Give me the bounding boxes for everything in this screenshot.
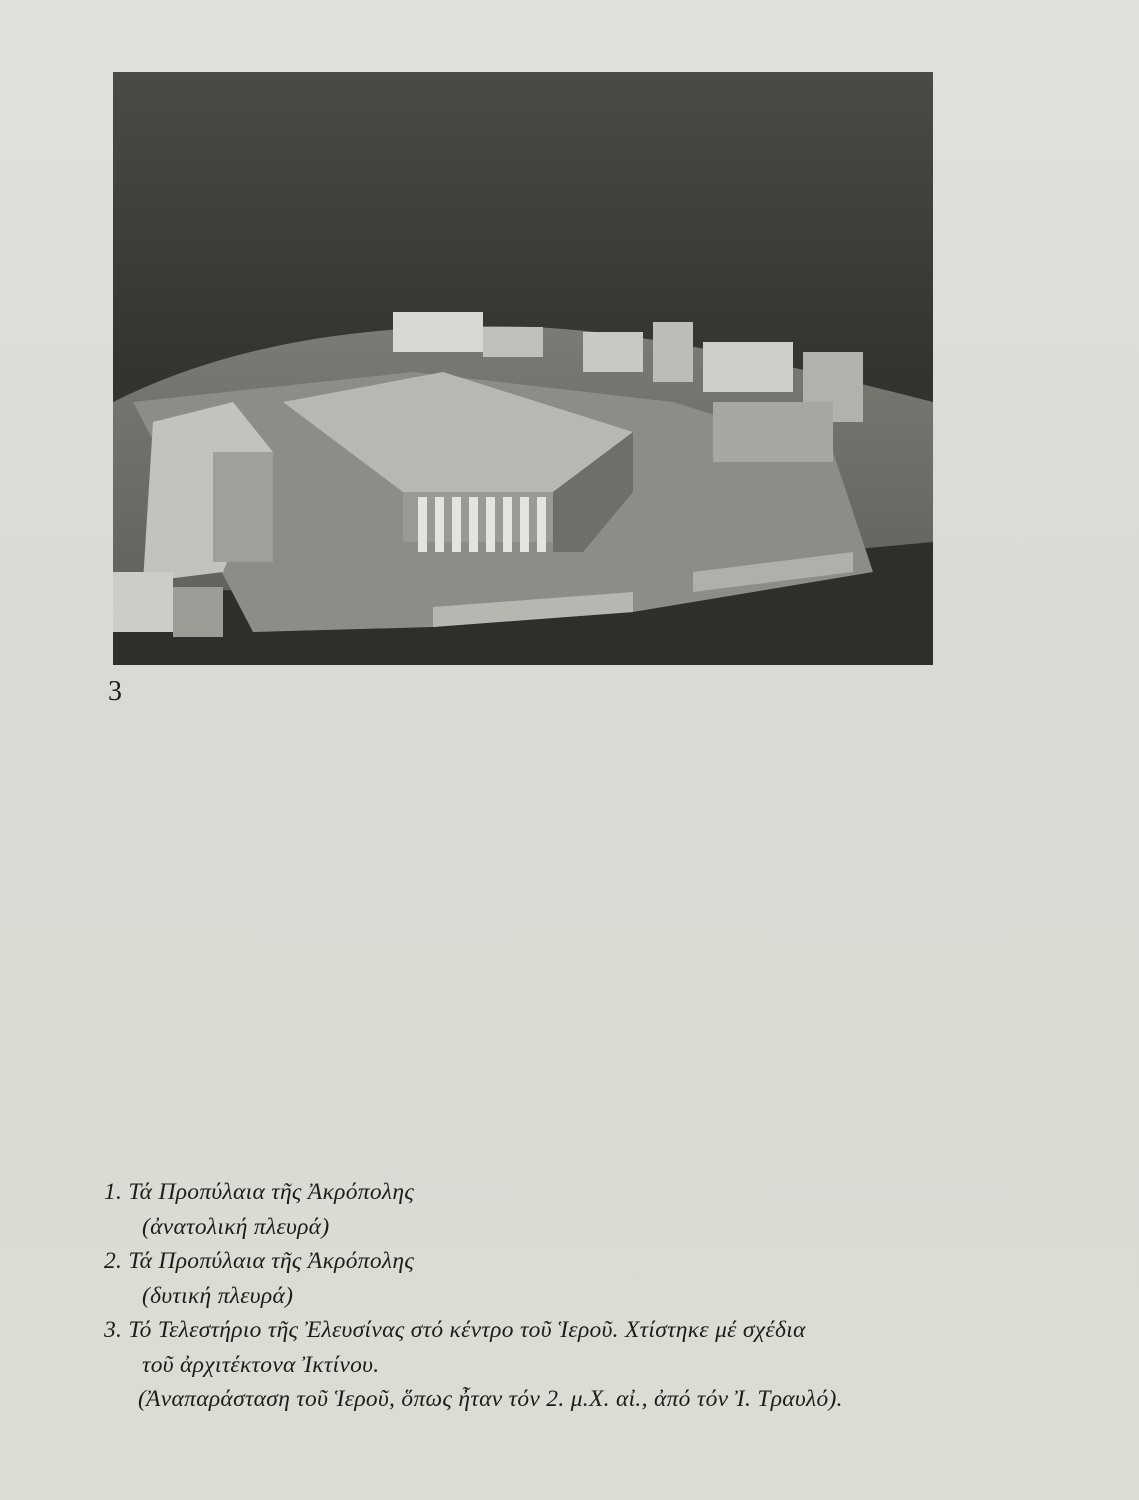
plate-number: 3 [108, 676, 122, 707]
caption-1-subtitle: (ἀνατολική πλευρά) [142, 1213, 330, 1240]
telesterion-model-photo [113, 72, 933, 665]
figure-captions [104, 1175, 974, 1417]
caption-2-title: 2. Τά Προπύλαια τῆς Ἀκρόπολης [104, 1248, 415, 1274]
caption-3-line-1: 3. Τό Τελεστήριο τῆς Ἐλευσίνας στό κέντρο τοῦ Ἱεροῦ. Χτίστηκε μέ σχέδια [104, 1317, 806, 1343]
caption-3-line-3: (Ἀναπαράσταση τοῦ Ἱεροῦ, ὅπως ἦταν τόν 2. μ.Χ. αἰ., ἀπό τόν Ἰ. Τραυλό). [138, 1386, 843, 1412]
telesterion-model-image [113, 72, 933, 665]
caption-3-line-2: τοῦ ἀρχιτέκτονα Ἰκτίνου. [142, 1351, 380, 1378]
caption-1-title: 1. Τά Προπύλαια τῆς Ἀκρόπολης [104, 1179, 415, 1205]
caption-2-subtitle: (δυτική πλευρά) [142, 1282, 294, 1309]
